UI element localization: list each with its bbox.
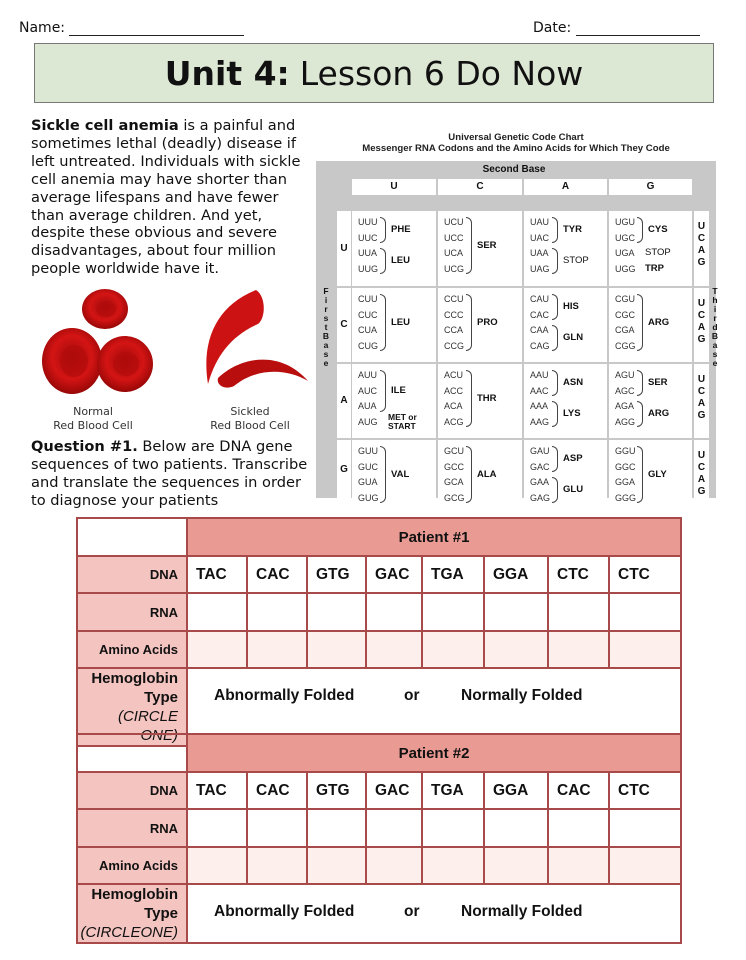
amino-acid-label: ASN (563, 377, 584, 388)
normally-folded-option[interactable]: Normally Folded (461, 903, 583, 920)
rna-answer-cell[interactable] (247, 809, 307, 847)
codon-cell (609, 211, 692, 286)
second-base-header: C (438, 179, 522, 195)
codon: AGU (615, 370, 635, 380)
amino-answer-cell[interactable] (247, 847, 307, 884)
codon: AAA (530, 401, 549, 411)
amino-acid-label: LYS (563, 408, 581, 419)
first-base-label: F i r s t B a s e (322, 286, 330, 368)
codon-cell (438, 211, 522, 286)
codon: ACG (444, 416, 464, 427)
amino-acid-label: TYR (563, 224, 582, 235)
codon: UCU (444, 217, 464, 227)
codon: GCG (444, 492, 465, 503)
codon-cell (609, 364, 692, 438)
amino-row-label: Amino Acids (77, 631, 187, 668)
abnormally-folded-option[interactable]: Abnormally Folded (214, 687, 355, 704)
normally-folded-option[interactable]: Normally Folded (461, 687, 583, 704)
patient-title: Patient #2 (187, 734, 681, 772)
or-text: or (404, 903, 420, 920)
amino-acid-label: LEU (391, 316, 410, 328)
rna-answer-cell[interactable] (422, 809, 484, 847)
codon: GAC (530, 461, 550, 472)
amino-answer-cell[interactable] (366, 847, 422, 884)
codon: CGU (615, 294, 635, 304)
amino-answer-cell[interactable] (187, 847, 247, 884)
amino-acid-label: PRO (477, 316, 498, 328)
amino-acid-label: LEU (391, 255, 410, 266)
intro-paragraph (31, 117, 309, 278)
codon: ACU (444, 370, 464, 380)
rna-answer-cell[interactable] (548, 809, 609, 847)
rna-answer-cell[interactable] (548, 593, 609, 631)
rbc-disc (82, 289, 128, 329)
codon-group-brace (552, 325, 558, 351)
codon: CCG (444, 340, 464, 351)
third-base-column: U C A G (694, 364, 709, 438)
codon: GAU (530, 446, 550, 456)
codon: UCC (444, 232, 464, 243)
amino-acid-label: STOP (563, 255, 589, 266)
amino-acid-label: SER (648, 377, 668, 388)
patient-title: Patient #1 (187, 518, 681, 556)
patient-2-table (76, 733, 682, 944)
codon-group-brace (552, 217, 558, 243)
third-base-column: U C A G (694, 440, 709, 498)
amino-answer-cell[interactable] (548, 631, 609, 668)
amino-answer-cell[interactable] (422, 847, 484, 884)
codon-group-brace (380, 370, 386, 412)
codon: UAU (530, 217, 550, 227)
codon: CAU (530, 294, 550, 304)
rna-answer-cell[interactable] (247, 593, 307, 631)
amino-answer-cell[interactable] (307, 631, 366, 668)
codon-group-brace (637, 446, 643, 503)
amino-answer-cell[interactable] (366, 631, 422, 668)
codon: AGC (615, 385, 635, 396)
amino-acid-label: PHE (391, 224, 411, 235)
codon: CUA (358, 325, 378, 335)
amino-acid-label: STOP (645, 247, 671, 259)
codon: AUG (358, 416, 378, 427)
dna-codon: TGA (422, 772, 484, 809)
circle-one-note: (CIRCLE ONE) (117, 708, 178, 744)
codon-group-brace (637, 294, 643, 351)
codon-cell (438, 440, 522, 503)
dna-codon: CAC (247, 556, 307, 593)
codon: CUU (358, 294, 378, 304)
dna-codon: CAC (247, 772, 307, 809)
codon-cell (352, 211, 436, 286)
or-text: or (404, 687, 420, 704)
dna-codon: GAC (366, 772, 422, 809)
hemoglobin-label-cell (77, 884, 187, 943)
third-base-column: U C A G (694, 288, 709, 362)
hemoglobin-type-label: Hemoglobin Type (91, 670, 178, 706)
question-text: Below are DNA gene sequences of two patients. Transcribe and translate the sequences in order to diagnose your patients (31, 438, 308, 509)
codon-cell (609, 288, 692, 362)
codon: CCU (444, 294, 464, 304)
codon-cell (352, 440, 436, 503)
amino-answer-cell[interactable] (484, 847, 548, 884)
amino-row-label: Amino Acids (77, 847, 187, 884)
dna-row-label: DNA (77, 772, 187, 809)
codon-group-brace (380, 446, 386, 503)
dna-codon: CAC (548, 772, 609, 809)
amino-acid-label: ARG (648, 316, 670, 328)
dna-codon: TGA (422, 556, 484, 593)
third-base-label: T h i r d B a s e (711, 286, 719, 368)
rna-answer-cell[interactable] (307, 593, 366, 631)
dna-codon: GAC (366, 556, 422, 593)
codon: UGU (615, 217, 635, 227)
codon-cell (524, 211, 607, 286)
codon: UUU (358, 217, 378, 227)
codon: UUC (358, 232, 378, 243)
codon: CAC (530, 309, 550, 320)
dna-codon: TAC (187, 772, 247, 809)
amino-acid-label: GLY (648, 468, 667, 480)
codon-cell (524, 288, 607, 362)
amino-acid-label: TRP (645, 262, 664, 274)
date-field[interactable] (533, 20, 700, 36)
codon-group-brace (637, 401, 643, 427)
amino-acid-label: GLU (563, 484, 584, 495)
amino-acid-label: ALA (477, 468, 497, 480)
codon-cell (438, 288, 522, 362)
second-base-label: Second Base (482, 164, 546, 175)
codon: AAG (530, 416, 550, 427)
codon: UGG (615, 263, 636, 274)
intro-text: is a painful and sometimes lethal (deadly) disease if left untreated. Individuals with sickle cell anemia may have shorter than average lifespans and have fewer than average children. And yet, despite these obvious and severe disadvantages, about four million people worldwide have it. (31, 117, 301, 278)
codon: UGA (615, 248, 635, 258)
amino-answer-cell[interactable] (187, 631, 247, 668)
codon: CGG (615, 340, 636, 351)
code-chart-title (316, 132, 716, 154)
rna-answer-cell[interactable] (187, 809, 247, 847)
hemoglobin-choice-cell (187, 884, 681, 943)
rna-answer-cell[interactable] (609, 593, 681, 631)
name-blank[interactable] (69, 22, 244, 36)
codon: CCC (444, 309, 464, 320)
codon: AAC (530, 385, 549, 396)
rna-answer-cell[interactable] (366, 809, 422, 847)
first-base-C: C (337, 288, 351, 362)
codon: CUG (358, 340, 378, 351)
codon: GAA (530, 477, 550, 487)
codon-group-brace (466, 370, 472, 427)
codon-group-brace (552, 294, 558, 320)
codon: UCA (444, 248, 464, 258)
dna-codon: GGA (484, 772, 548, 809)
amino-acid-label: CYS (648, 224, 668, 235)
circle-one-note: (CIRCLEONE) (80, 924, 178, 941)
codon: ACA (444, 401, 463, 411)
second-base-header: G (609, 179, 692, 195)
rna-answer-cell[interactable] (484, 593, 548, 631)
sickled-rbc-image (196, 286, 311, 401)
amino-acid-label: ARG (648, 408, 670, 419)
codon-group-brace (380, 217, 386, 243)
hemoglobin-type-label: Hemoglobin Type (91, 886, 178, 922)
rbc-disc (42, 328, 102, 394)
codon-group-brace (552, 401, 558, 427)
dna-codon: CTC (609, 556, 681, 593)
first-base-A: A (337, 364, 351, 438)
codon: CUC (358, 309, 378, 320)
normal-rbc-image (32, 286, 157, 406)
codon: GAG (530, 492, 551, 503)
codon-group-brace (552, 477, 558, 503)
codon-cell (524, 440, 607, 503)
codon-group-brace (637, 217, 643, 243)
codon: GUC (358, 461, 378, 472)
dna-row-label: DNA (77, 556, 187, 593)
second-base-header: U (352, 179, 436, 195)
codon-group-brace (466, 217, 472, 274)
codon-cell (352, 288, 436, 362)
amino-answer-cell[interactable] (609, 847, 681, 884)
corner-cell (77, 518, 187, 556)
rna-row-label: RNA (77, 593, 187, 631)
title-rest: Lesson 6 Do Now (299, 53, 584, 93)
codon: UAC (530, 232, 550, 243)
codon: AUU (358, 370, 378, 380)
rna-row-label: RNA (77, 809, 187, 847)
title-bold: Unit 4: (164, 53, 290, 93)
codon: UUA (358, 248, 378, 258)
rna-answer-cell[interactable] (609, 809, 681, 847)
amino-acid-label: GLN (563, 332, 584, 343)
page-title (34, 43, 714, 103)
sickled-rbc-caption: Sickled Red Blood Cell (210, 405, 290, 432)
rna-answer-cell[interactable] (307, 809, 366, 847)
genetic-code-chart (316, 132, 719, 503)
codon: AAU (530, 370, 549, 380)
codon-cell (524, 364, 607, 438)
name-field[interactable] (19, 20, 244, 36)
codon-group-brace (380, 248, 386, 274)
rna-answer-cell[interactable] (187, 593, 247, 631)
codon: CAG (530, 340, 550, 351)
codon: AGA (615, 401, 635, 411)
codon-group-brace (466, 446, 472, 503)
rna-answer-cell[interactable] (484, 809, 548, 847)
amino-answer-cell[interactable] (484, 631, 548, 668)
date-label: Date: (533, 20, 572, 36)
amino-answer-cell[interactable] (548, 847, 609, 884)
codon: UCG (444, 263, 464, 274)
codon: UGC (615, 232, 635, 243)
codon: AGG (615, 416, 636, 427)
amino-answer-cell[interactable] (307, 847, 366, 884)
amino-answer-cell[interactable] (247, 631, 307, 668)
codon-group-brace (466, 294, 472, 351)
dna-codon: CTC (609, 772, 681, 809)
code-chart-grid (316, 161, 719, 503)
code-chart-title-line2: Messenger RNA Codons and the Amino Acids for Which They Code (362, 143, 670, 154)
second-base-header: A (524, 179, 607, 195)
codon: GCU (444, 446, 464, 456)
rna-answer-cell[interactable] (422, 593, 484, 631)
codon-group-brace (552, 446, 558, 472)
codon: UAA (530, 248, 549, 258)
codon: GGG (615, 492, 637, 503)
codon: GCA (444, 477, 464, 487)
amino-acid-label: ILE (391, 384, 406, 396)
codon-cell (352, 364, 436, 438)
dna-codon: GGA (484, 556, 548, 593)
amino-answer-cell[interactable] (422, 631, 484, 668)
corner-cell (77, 734, 187, 772)
codon: CGA (615, 325, 635, 335)
codon: GGC (615, 461, 636, 472)
codon-group-brace (552, 248, 558, 274)
codon: GCC (444, 461, 464, 472)
date-blank[interactable] (576, 22, 700, 36)
patient-1-table (76, 517, 682, 747)
codon: CCA (444, 325, 464, 335)
codon: GGA (615, 477, 636, 487)
dna-codon: GTG (307, 556, 366, 593)
codon: GUU (358, 446, 378, 456)
intro-term: Sickle cell anemia (31, 117, 179, 134)
rbc-disc (97, 336, 153, 392)
dna-codon: CTC (548, 556, 609, 593)
codon: AUA (358, 401, 377, 411)
abnormally-folded-option[interactable]: Abnormally Folded (214, 903, 355, 920)
amino-answer-cell[interactable] (609, 631, 681, 668)
amino-acid-label: ASP (563, 453, 583, 464)
codon: AUC (358, 385, 378, 396)
codon: CAA (530, 325, 549, 335)
sickle-cell (218, 360, 308, 388)
codon-group-brace (552, 370, 558, 396)
codon-cell (438, 364, 522, 438)
dna-codon: TAC (187, 556, 247, 593)
codon: CGC (615, 309, 635, 320)
codon: ACC (444, 385, 464, 396)
code-chart-title-line1: Universal Genetic Code Chart (448, 132, 584, 143)
third-base-column: U C A G (694, 211, 709, 286)
amino-acid-label: SER (477, 239, 497, 251)
question-label: Question #1. (31, 438, 138, 455)
dna-codon: GTG (307, 772, 366, 809)
amino-acid-label: HIS (563, 301, 579, 312)
question-1 (31, 438, 316, 510)
amino-acid-label: MET or START (388, 411, 417, 431)
codon-group-brace (637, 370, 643, 396)
codon-cell (609, 440, 692, 503)
amino-acid-label: VAL (391, 468, 410, 480)
name-label: Name: (19, 20, 66, 36)
rna-answer-cell[interactable] (366, 593, 422, 631)
codon: UUG (358, 263, 378, 274)
amino-acid-label: THR (477, 392, 497, 404)
codon-group-brace (380, 294, 386, 351)
normal-rbc-caption: Normal Red Blood Cell (53, 405, 133, 432)
codon: GUG (358, 492, 379, 503)
codon: GUA (358, 477, 378, 487)
first-base-U: U (337, 211, 351, 286)
codon: UAG (530, 263, 550, 274)
codon: GGU (615, 446, 636, 456)
first-base-G: G (337, 440, 351, 498)
